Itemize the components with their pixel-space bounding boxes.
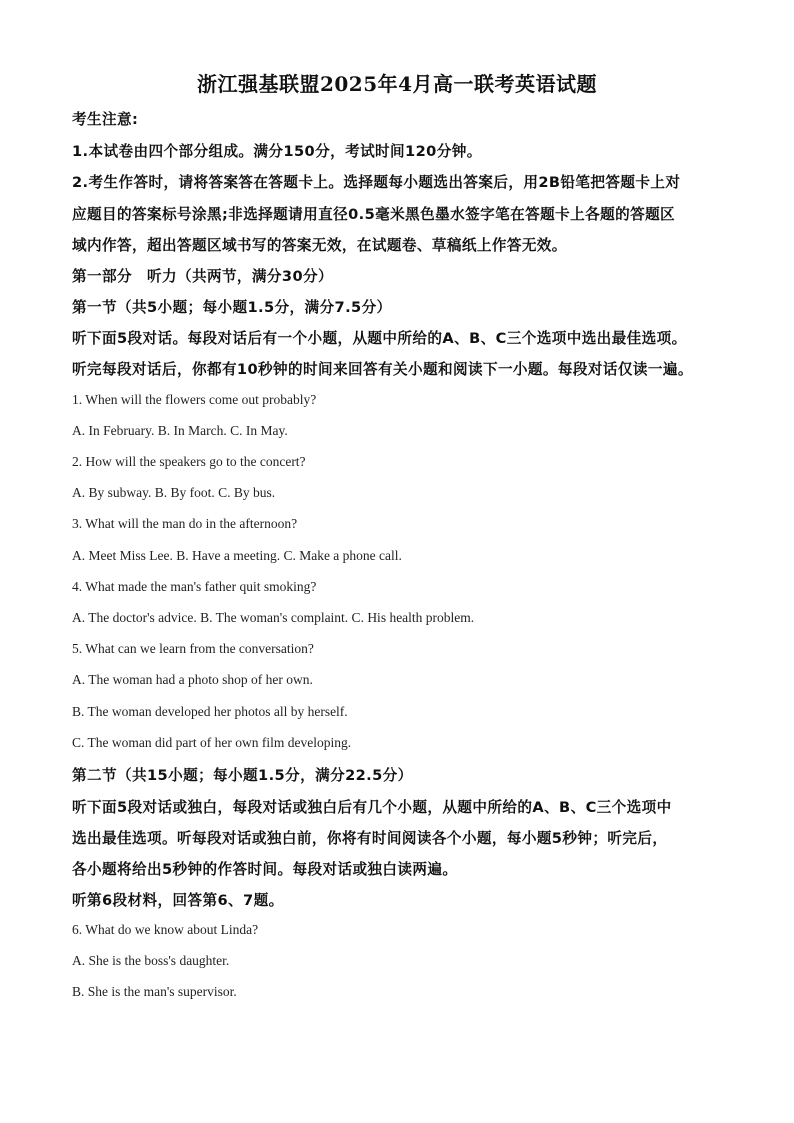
question-1-options: A. In February. B. In March. C. In May.: [72, 423, 288, 438]
question-2: 2. How will the speakers go to the concert?: [72, 454, 306, 469]
question-5-option-a: A. The woman had a photo shop of her own.: [72, 672, 313, 687]
page-title: 浙江强基联盟2025年4月高一联考英语试题: [196, 72, 598, 96]
part-one-heading: 第一部分 听力（共两节，满分30分）: [72, 268, 334, 285]
question-5-option-b: B. The woman developed her photos all by herself.: [72, 704, 348, 719]
question-3-options: A. Meet Miss Lee. B. Have a meeting. C. Make a phone call.: [72, 548, 402, 563]
notice-item-2-cont: 域内作答，超出答题区域书写的答案无效，在试题卷、草稿纸上作答无效。: [72, 237, 567, 254]
notice-item-1: 1.本试卷由四个部分组成。满分150分，考试时间120分钟。: [72, 143, 482, 160]
question-6-option-b: B. She is the man's supervisor.: [72, 984, 237, 999]
question-4-options: A. The doctor's advice. B. The woman's complaint. C. His health problem.: [72, 610, 475, 625]
section-two-heading: 第二节（共15小题；每小题1.5分，满分22.5分）: [72, 767, 413, 784]
question-1: 1. When will the flowers come out probably?: [72, 392, 317, 407]
question-3: 3. What will the man do in the afternoon?: [72, 516, 298, 531]
question-6-option-a: A. She is the boss's daughter.: [72, 953, 230, 968]
question-2-options: A. By subway. B. By foot. C. By bus.: [72, 485, 276, 500]
section-two-instructions-cont: 选出最佳选项。听每段对话或独白前，你将有时间阅读各个小题，每小题5秒钟；听完后，: [72, 830, 668, 847]
question-4: 4. What made the man's father quit smoking?: [72, 579, 317, 594]
notice-item-2: 2.考生作答时，请将答案答在答题卡上。选择题每小题选出答案后，用2B铅笔把答题卡上对: [72, 174, 681, 191]
question-5-option-c: C. The woman did part of her own film developing.: [72, 735, 352, 750]
question-5: 5. What can we learn from the conversation?: [72, 641, 314, 656]
section-two-instructions: 听下面5段对话或独白，每段对话或独白后有几个小题，从题中所给的A、B、C三个选项中: [72, 799, 672, 816]
material-6-heading: 听第6段材料，回答第6、7题。: [72, 892, 284, 909]
section-one-instructions-cont: 听完每段对话后，你都有10秒钟的时间来回答有关小题和阅读下一小题。每段对话仅读一遍。: [72, 361, 693, 378]
question-6: 6. What do we know about Linda?: [72, 922, 259, 937]
section-one-instructions: 听下面5段对话。每段对话后有一个小题，从题中所给的A、B、C三个选项中选出最佳选项。: [72, 330, 687, 347]
notice-item-2-cont: 应题目的答案标号涂黑;非选择题请用直径0.5毫米黑色墨水签字笔在答题卡上各题的答题区: [72, 206, 676, 223]
section-two-instructions-cont: 各小题将给出5秒钟的作答时间。每段对话或独白读两遍。: [72, 861, 458, 878]
notice-heading: 考生注意:: [72, 111, 139, 128]
section-one-heading: 第一节（共5小题；每小题1.5分，满分7.5分）: [72, 299, 392, 316]
